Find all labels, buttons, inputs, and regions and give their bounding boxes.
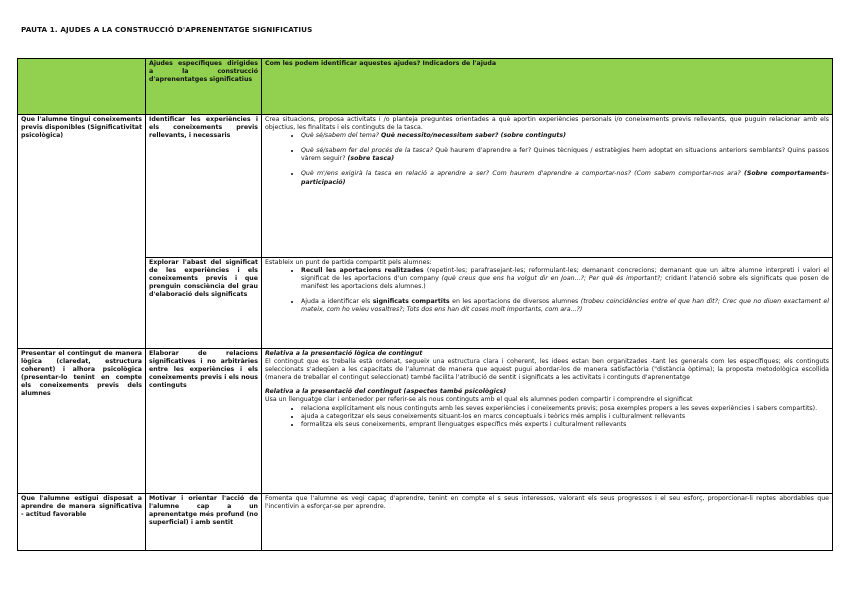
indicator-cell	[262, 115, 833, 258]
list-item: • Què sé/sabem fer del procés de la tasca? Què haurem d'aprendre a fer? Quines tècniques / estratègies hem adoptat en situacions anteriors semblants? Quins passos vàrem seguir? (sobre tasca)	[301, 147, 829, 163]
list-item: • relaciona explícitament els nous continguts amb les seves experiències i coneixements previs; posa exemples propers a les seves experiències i sabers compartits).	[301, 405, 829, 413]
indicator-list	[265, 267, 829, 314]
section-text: El contingut que es treballa està ordenat, segueix una estructura clara i coherent, les idees estan ben organitzades -tant les generals com les específiques; els continguts seleccionats s'adeqüen a les capacitats de l'alumnat de manera que aquest pugui abordar-los de manera satisfactòria ("distància òptima); la proposta metodològica escollida (manera de treballar el contingut seleccionat) també facilita l'atribució de sentit i significats a les activitats i continguts d'aprenentatge	[265, 358, 829, 382]
header-col1	[18, 59, 146, 115]
help-cell: Identificar les experiències i els coneixements previs rellevants, i necessaris	[146, 115, 262, 258]
table-row	[18, 115, 833, 258]
table-row	[18, 349, 833, 494]
table-row	[18, 494, 833, 551]
list-item: • Recull les aportacions realitzades (repetint-les; parafrasejant-les; reformulant-les; demanant concrecions; demanant que un altre alumne interpreti i valori el significat de les aportacions d'un company (què creus que ens ha volgut dir en Joan...?; Per què és important?; cridant l'atenció sobre els significats que posen de manifest les aportacions dels alumnes.)	[301, 267, 829, 291]
section-heading: Relativa a la presentació del contingut (aspectes també psicològics)	[265, 388, 507, 396]
indicator-list	[265, 405, 829, 429]
question-list	[265, 132, 829, 186]
list-item: • Què m'/ens exigirà la tasca en relació a aprendre a ser? Com haurem d'aprendre a comportar-nos? (Com sabem comportar-nos ara? (Sobre comportaments-participació)	[301, 170, 829, 186]
indicator-cell	[262, 258, 833, 349]
header-col3: Com les podem identificar aquestes ajudes? Indicadors de l'ajuda	[262, 59, 833, 115]
goal-cell: Que l'alumne estigui disposat a aprendre de manera significativa - actitud favorable	[18, 494, 146, 551]
indicator-cell: Fomenta que l'alumne es vegi capaç d'aprendre, tenint en compte el s seus interessos, valorant els seus progressos i el seu esforç, proporcionar-li reptes abordables que l'incentivin a esforçar-se per aprendre.	[262, 494, 833, 551]
indicator-intro: Estableix un punt de partida compartit pels alumnes:	[265, 259, 432, 266]
help-cell: Motivar i orientar l'acció de l'alumne cap a un aprenentatge més profund (no superficial) i amb sentit	[146, 494, 262, 551]
section-text: Usa un llenguatge clar i entenedor per referir-se als nous continguts amb el qual els alumnes poden compartir i comprendre el significat	[265, 396, 693, 404]
help-cell: Explorar l'abast del significat de les experiències i els coneixements previs i que prenguin consciència del grau d'elaboració dels significats	[146, 258, 262, 349]
list-item: • formalitza els seus coneixements, emprant llenguatges específics més experts i culturalment rellevants	[301, 421, 829, 429]
indicator-intro: Crea situacions, proposa activitats i /o planteja preguntes orientades a què aportin experiències personals i/o coneixements previs rellevants, que puguin relacionar amb els objectius, les finalitats i els continguts de la tasca.	[265, 116, 829, 132]
header-col2: Ajudes específiques dirigides a la construcció d'aprenentatges significatius	[146, 59, 262, 115]
goal-cell: Que l'alumne tingui coneixements previs disponibles (Significativitat psicològica)	[18, 115, 146, 349]
page-title: PAUTA 1. AJUDES A LA CONSTRUCCIÓ D'APRENENTATGE SIGNIFICATIUS	[21, 25, 313, 34]
help-cell: Elaborar de relacions significatives i no arbitràries entre les experiències i els coneixements previs i els nous continguts	[146, 349, 262, 494]
list-item: • Ajuda a identificar els significats compartits en les aportacions de diversos alumnes (trobeu coincidències entre el que han dit?; Crec que no diuen exactament el mateix, com ho veieu vosaltres?; Tots dos ens han dit coses molt importants, com ara...?)	[301, 298, 829, 314]
list-item: • Què sé/sabem del tema? Què necessito/necessitem saber? (sobre continguts)	[301, 132, 829, 140]
goal-cell: Presentar el contingut de manera lògica (claredat, estructura coherent) i alhora psicològica (presentar-lo tenint en compte els coneixements previs dels alumnes	[18, 349, 146, 494]
section-heading: Relativa a la presentació lògica de contingut	[265, 350, 423, 357]
pauta-table	[17, 58, 833, 551]
header-row	[18, 59, 833, 115]
indicator-cell	[262, 349, 833, 494]
list-item: • ajuda a categoritzar els seus coneixements situant-los en marcs conceptuals i teòrics més amplis i culturalment rellevants	[301, 413, 829, 421]
